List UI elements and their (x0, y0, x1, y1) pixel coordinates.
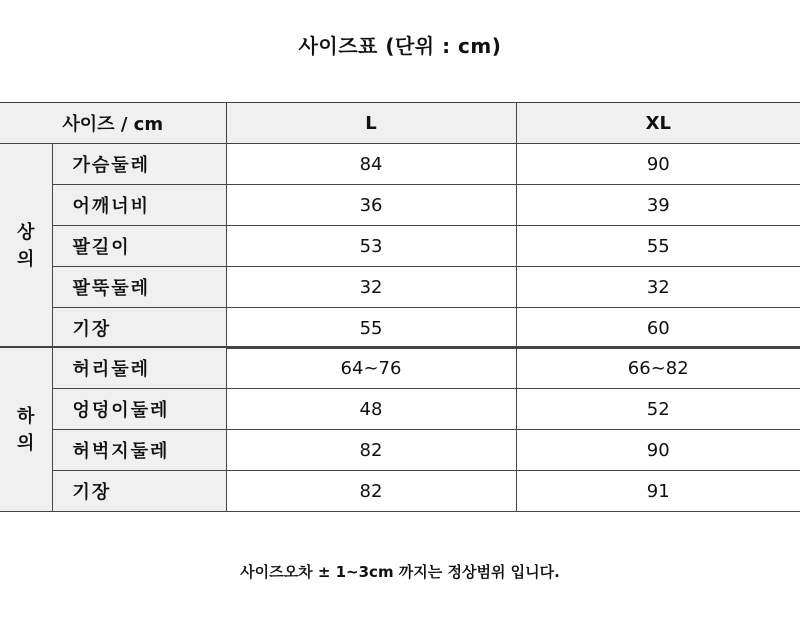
value-xl: 32 (516, 267, 800, 308)
value-xl: 52 (516, 389, 800, 430)
value-xl: 55 (516, 226, 800, 267)
row-label: 가슴둘레 (52, 144, 226, 185)
group-label-text: 하의 (17, 405, 35, 454)
size-table-top (0, 102, 800, 349)
value-xl: 66~82 (516, 347, 800, 389)
table-row (0, 471, 800, 512)
value-l: 64~76 (226, 347, 516, 389)
row-label: 기장 (52, 308, 226, 349)
value-l: 84 (226, 144, 516, 185)
group-label-text: 상의 (17, 222, 35, 270)
row-label: 팔뚝둘레 (52, 267, 226, 308)
value-l: 48 (226, 389, 516, 430)
size-table-bottom (0, 346, 800, 512)
value-xl: 91 (516, 471, 800, 512)
group-label-bottom (0, 347, 52, 512)
value-l: 82 (226, 471, 516, 512)
group-label-top (0, 144, 52, 349)
row-label: 팔길이 (52, 226, 226, 267)
row-label: 기장 (52, 471, 226, 512)
value-l: 32 (226, 267, 516, 308)
table-row (0, 430, 800, 471)
value-l: 82 (226, 430, 516, 471)
value-l: 55 (226, 308, 516, 349)
table-row (0, 389, 800, 430)
value-xl: 90 (516, 144, 800, 185)
header-label: 사이즈 / cm (0, 103, 226, 144)
value-l: 36 (226, 185, 516, 226)
row-label: 허리둘레 (52, 347, 226, 389)
tolerance-note: 사이즈오차 ± 1~3cm 까지는 정상범위 입니다. (240, 563, 560, 581)
table-row (0, 185, 800, 226)
value-xl: 90 (516, 430, 800, 471)
table-row (0, 308, 800, 349)
table-row (0, 226, 800, 267)
value-l: 53 (226, 226, 516, 267)
value-xl: 39 (516, 185, 800, 226)
row-label: 어깨너비 (52, 185, 226, 226)
value-xl: 60 (516, 308, 800, 349)
header-size-l: L (226, 103, 516, 144)
table-row (0, 144, 800, 185)
table-row (0, 267, 800, 308)
header-size-xl: XL (516, 103, 800, 144)
row-label: 엉덩이둘레 (52, 389, 226, 430)
table-header-row (0, 103, 800, 144)
table-row (0, 347, 800, 389)
row-label: 허벅지둘레 (52, 430, 226, 471)
page-title: 사이즈표 (단위 : cm) (298, 34, 502, 58)
